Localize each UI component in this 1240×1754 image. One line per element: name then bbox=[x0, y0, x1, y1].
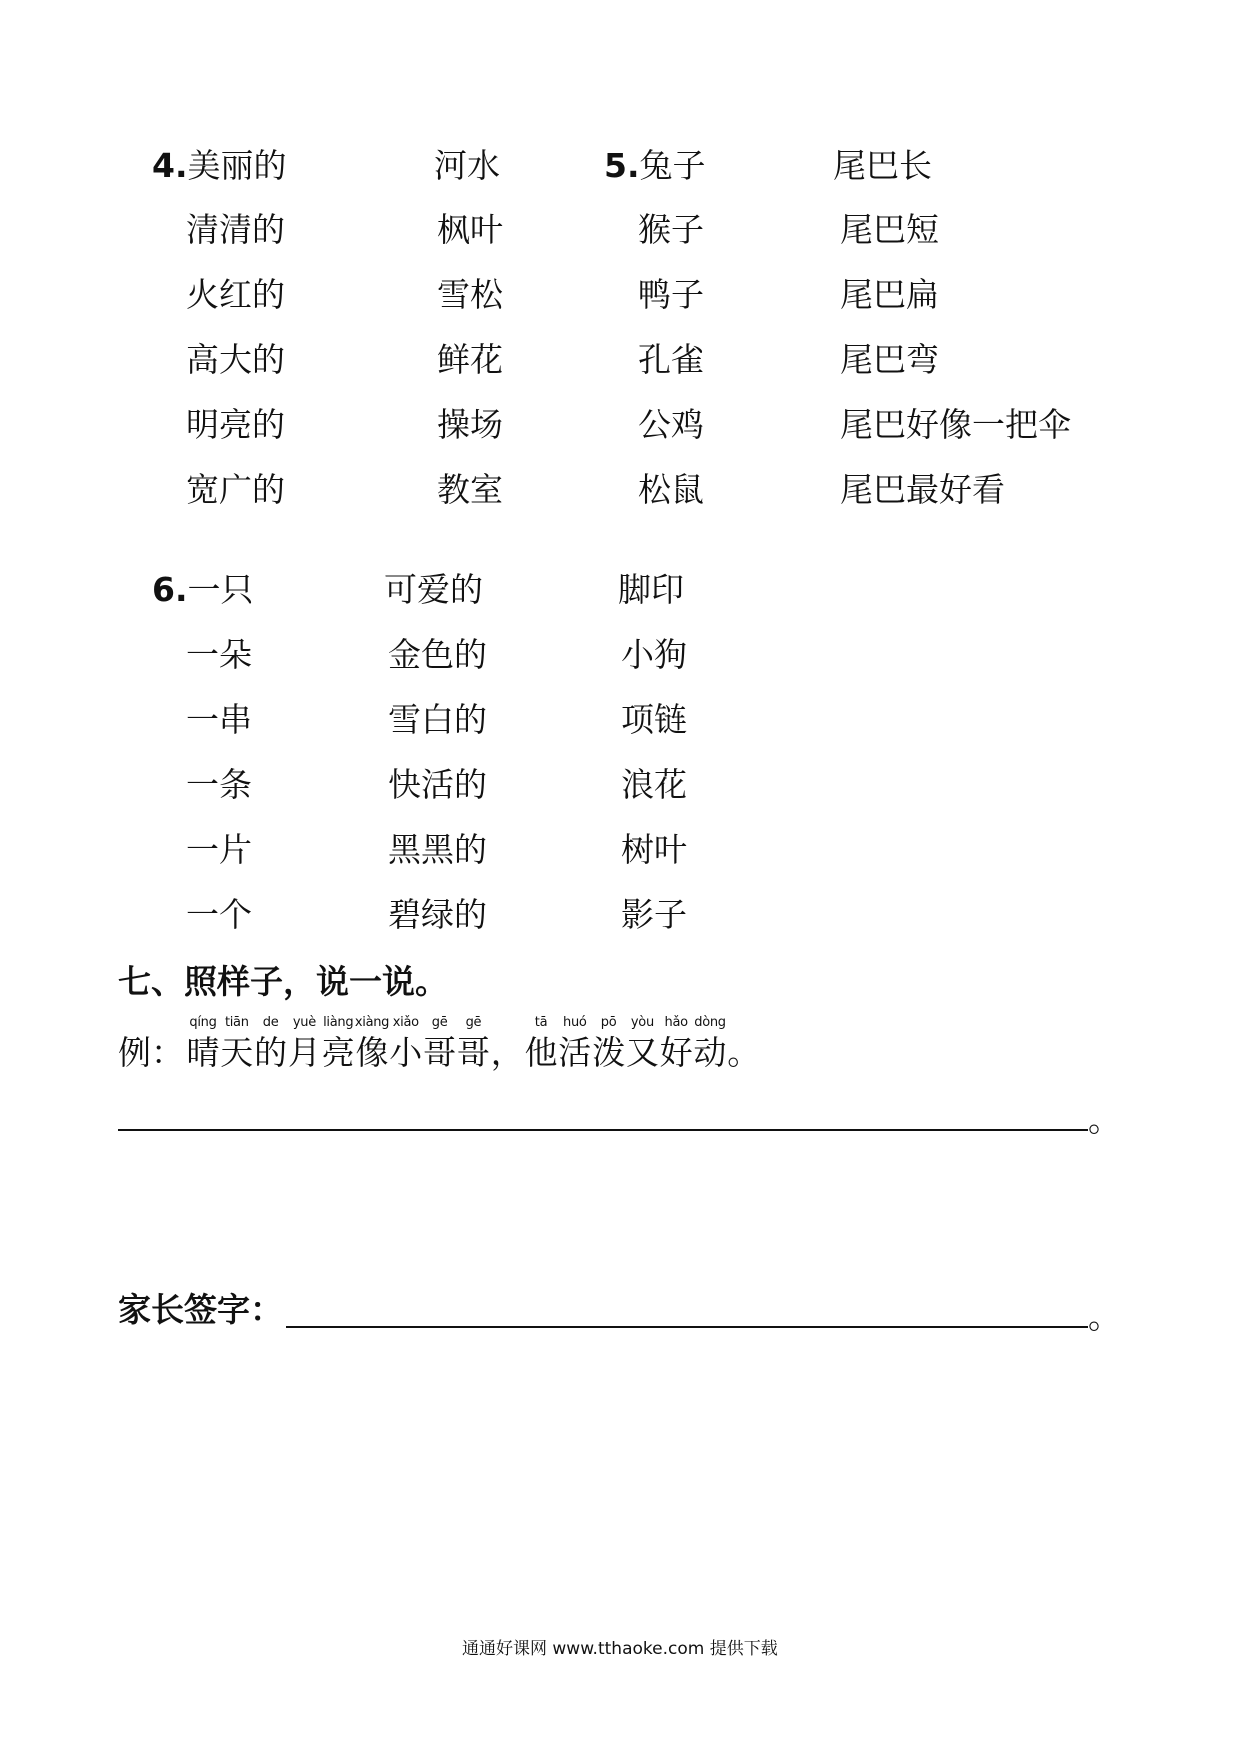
hanzi: 动 bbox=[693, 1033, 727, 1072]
signature-period: 。 bbox=[1088, 1297, 1121, 1336]
q6-col1-item: 一串 bbox=[186, 700, 252, 739]
q4-number: 4. bbox=[152, 146, 188, 185]
hanzi: 哥 bbox=[456, 1033, 490, 1072]
q5-right-item: 尾巴长 bbox=[833, 146, 932, 185]
q6-col2-item: 可爱的 bbox=[384, 570, 483, 609]
hanzi: 的 bbox=[254, 1033, 288, 1072]
q6-col3-item: 小狗 bbox=[621, 635, 687, 674]
hanzi: 天 bbox=[220, 1033, 254, 1072]
q5-right-item: 尾巴短 bbox=[840, 210, 939, 249]
signature-line[interactable] bbox=[286, 1326, 1088, 1328]
q6-col1-item: 一片 bbox=[186, 830, 252, 869]
pinyin-annotation bbox=[712, 1015, 776, 1031]
q4-left-item: 清清的 bbox=[186, 210, 285, 249]
hanzi: 活 bbox=[558, 1033, 592, 1072]
pinyin-annotation: liàng bbox=[323, 1015, 354, 1030]
q4-right-item: 鲜花 bbox=[437, 340, 503, 379]
q5-right-item: 尾巴最好看 bbox=[840, 470, 1005, 509]
pinyin-annotation: gē bbox=[465, 1015, 482, 1030]
answer-line[interactable] bbox=[118, 1129, 1088, 1131]
pinyin-annotation: huó bbox=[563, 1015, 587, 1030]
pinyin-annotation: dòng bbox=[694, 1015, 726, 1030]
pinyin-annotation: xiàng bbox=[354, 1015, 390, 1030]
hanzi: 。 bbox=[727, 1033, 761, 1072]
hanzi: 像 bbox=[355, 1033, 389, 1072]
q5-item-1: 5.兔子 bbox=[604, 146, 706, 185]
pinyin-annotation: yòu bbox=[630, 1015, 654, 1030]
pinyin-annotation: xiǎo bbox=[392, 1015, 419, 1030]
example-label: 例： bbox=[118, 1033, 184, 1072]
q6-col3-item: 影子 bbox=[621, 895, 687, 934]
punctuation-char bbox=[712, 1015, 776, 1073]
q6-number: 6. bbox=[152, 570, 188, 609]
q6-col3-item: 脚印 bbox=[618, 570, 684, 609]
q6-col1-item: 一条 bbox=[186, 765, 252, 804]
hanzi: 哥 bbox=[423, 1033, 457, 1072]
footer-text: 通通好课网 www.tthaoke.com 提供下载 bbox=[462, 1639, 778, 1659]
hanzi: 小 bbox=[389, 1033, 423, 1072]
section-7-heading: 七、照样子，说一说。 bbox=[118, 962, 448, 1001]
hanzi: 好 bbox=[659, 1033, 693, 1072]
q4-left-item: 明亮的 bbox=[186, 405, 285, 444]
q4-right-item: 河水 bbox=[434, 146, 500, 185]
q6-col3-item: 浪花 bbox=[621, 765, 687, 804]
q5-right-item: 尾巴好像一把伞 bbox=[840, 405, 1071, 444]
q4-left-item: 高大的 bbox=[186, 340, 285, 379]
q6-col2-item: 雪白的 bbox=[388, 700, 487, 739]
q4-right-item: 枫叶 bbox=[437, 210, 503, 249]
q5-left-item: 孔雀 bbox=[638, 340, 704, 379]
q6-col2-item: 碧绿的 bbox=[388, 895, 487, 934]
q4-right-item: 教室 bbox=[437, 470, 503, 509]
pinyin-annotation: de bbox=[262, 1015, 279, 1030]
q4-right-item: 雪松 bbox=[437, 275, 503, 314]
q6-col2-item: 金色的 bbox=[388, 635, 487, 674]
q5-right-item: 尾巴弯 bbox=[840, 340, 939, 379]
hanzi: 他 bbox=[524, 1033, 558, 1072]
hanzi: 月 bbox=[287, 1033, 321, 1072]
q5-left-item: 鸭子 bbox=[638, 275, 704, 314]
answer-line-period: 。 bbox=[1088, 1100, 1121, 1139]
q6-col2-item: 黑黑的 bbox=[388, 830, 487, 869]
hanzi: 晴 bbox=[186, 1033, 220, 1072]
q5-right-item: 尾巴扁 bbox=[840, 275, 939, 314]
q4-left-item: 火红的 bbox=[186, 275, 285, 314]
hanzi: 又 bbox=[625, 1033, 659, 1072]
q6-item-1: 6.一只 bbox=[152, 570, 254, 609]
q5-left-item: 松鼠 bbox=[638, 470, 704, 509]
q4-right-item: 操场 bbox=[437, 405, 503, 444]
q5-number: 5. bbox=[604, 146, 640, 185]
pinyin-annotation: qíng bbox=[189, 1015, 217, 1030]
q5-left-item: 猴子 bbox=[638, 210, 704, 249]
q6-col1-item: 一个 bbox=[186, 895, 252, 934]
q6-col3-item: 树叶 bbox=[621, 830, 687, 869]
pinyin-annotation: tā bbox=[534, 1015, 548, 1030]
hanzi: ， bbox=[490, 1033, 524, 1072]
q6-col3-item: 项链 bbox=[621, 700, 687, 739]
example-sentence bbox=[180, 1015, 800, 1075]
q4-item-1: 4.美丽的 bbox=[152, 146, 287, 185]
q4-left-item: 宽广的 bbox=[186, 470, 285, 509]
q6-col1-item: 一朵 bbox=[186, 635, 252, 674]
pinyin-annotation: hǎo bbox=[664, 1015, 688, 1030]
pinyin-annotation: tiān bbox=[224, 1015, 249, 1030]
pinyin-annotation: yuè bbox=[292, 1015, 316, 1030]
signature-label: 家长签字： bbox=[118, 1290, 283, 1329]
q6-col2-item: 快活的 bbox=[388, 765, 487, 804]
q5-left-item: 公鸡 bbox=[638, 405, 704, 444]
pinyin-annotation: pō bbox=[600, 1015, 617, 1030]
hanzi: 亮 bbox=[321, 1033, 355, 1072]
hanzi: 泼 bbox=[592, 1033, 626, 1072]
pinyin-annotation: gē bbox=[431, 1015, 448, 1030]
